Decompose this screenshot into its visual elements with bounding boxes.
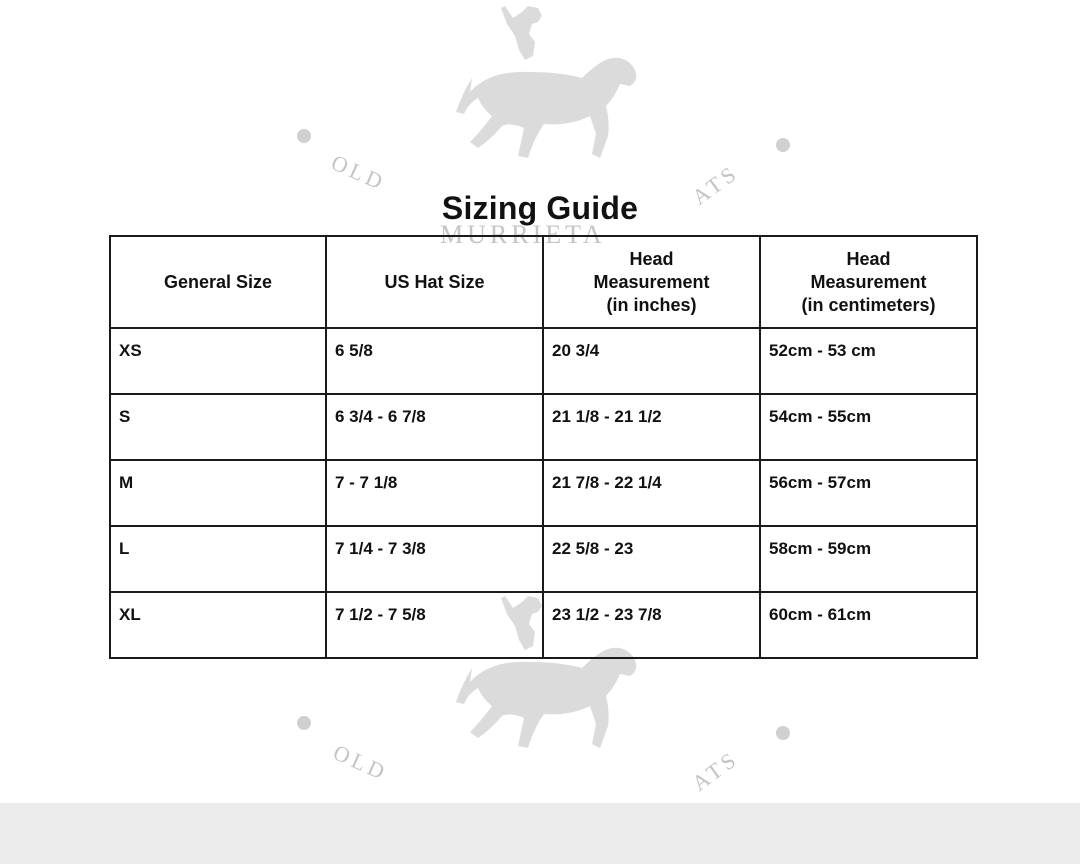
- cell-head-inches: 21 1/8 - 21 1/2: [543, 394, 760, 460]
- table-header-row: [110, 236, 977, 328]
- cell-us-hat-size: 7 - 7 1/8: [326, 460, 543, 526]
- cell-general-size: XS: [110, 328, 326, 394]
- cell-head-centimeters: 52cm - 53 cm: [760, 328, 977, 394]
- header-line: Measurement: [593, 271, 710, 292]
- table-row: [110, 526, 977, 592]
- header-line: US Hat Size: [384, 271, 485, 292]
- cell-us-hat-size: 7 1/4 - 7 3/8: [326, 526, 543, 592]
- cell-general-size: L: [110, 526, 326, 592]
- cell-head-centimeters: 60cm - 61cm: [760, 592, 977, 658]
- watermark-dot: [297, 129, 311, 143]
- column-header-us-hat-size: [326, 236, 543, 328]
- watermark-arc-text: ATS: [687, 745, 744, 796]
- table-row: [110, 460, 977, 526]
- cell-general-size: XL: [110, 592, 326, 658]
- header-line: General Size: [163, 271, 273, 292]
- cell-general-size: S: [110, 394, 326, 460]
- watermark-dot: [776, 138, 790, 152]
- cell-head-centimeters: 56cm - 57cm: [760, 460, 977, 526]
- table-body: [110, 328, 977, 658]
- watermark-arc-text: OLD: [327, 149, 391, 196]
- header-line: Measurement: [810, 271, 927, 292]
- column-header-head-inches: [543, 236, 760, 328]
- watermark-dot: [776, 726, 790, 740]
- watermark-arc-text: MURRIETA: [440, 220, 606, 249]
- header-line: Head: [629, 248, 674, 269]
- cell-head-inches: 23 1/2 - 23 7/8: [543, 592, 760, 658]
- sizing-table: [109, 235, 978, 659]
- cell-us-hat-size: 6 3/4 - 6 7/8: [326, 394, 543, 460]
- cell-head-inches: 20 3/4: [543, 328, 760, 394]
- watermark-dot: [297, 716, 311, 730]
- column-header-head-centimeters: [760, 236, 977, 328]
- cell-general-size: M: [110, 460, 326, 526]
- header-line: (in centimeters): [801, 294, 936, 315]
- watermark-arc-text: OLD: [329, 739, 393, 786]
- header-line: Head: [846, 248, 891, 269]
- footer-bar: [0, 803, 1080, 864]
- table-header: [110, 236, 977, 328]
- table-row: [110, 328, 977, 394]
- cell-us-hat-size: 7 1/2 - 7 5/8: [326, 592, 543, 658]
- column-header-general-size: [110, 236, 326, 328]
- cell-head-inches: 21 7/8 - 22 1/4: [543, 460, 760, 526]
- cell-head-centimeters: 58cm - 59cm: [760, 526, 977, 592]
- watermark-arc-text: ATS: [687, 159, 744, 210]
- page-title: Sizing Guide: [441, 190, 639, 226]
- cell-us-hat-size: 6 5/8: [326, 328, 543, 394]
- table-row: [110, 394, 977, 460]
- cell-head-centimeters: 54cm - 55cm: [760, 394, 977, 460]
- header-line: (in inches): [606, 294, 697, 315]
- table-row: [110, 592, 977, 658]
- cell-head-inches: 22 5/8 - 23: [543, 526, 760, 592]
